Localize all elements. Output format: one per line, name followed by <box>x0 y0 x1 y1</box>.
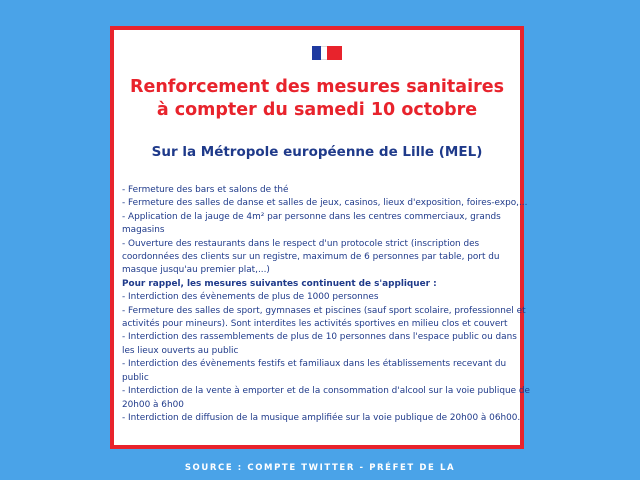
measures-list <box>122 184 530 425</box>
measure-item: - Fermeture des bars et salons de thé <box>122 185 289 195</box>
measure-item: - Fermeture des salles de danse et salles de jeux, casinos, lieux d'exposition, foires-expo,... <box>122 198 528 209</box>
reminder-item: - Interdiction des rassemblements de plus de 10 personnes dans l'espace public ou dans les lieux ouverts au public <box>122 332 517 356</box>
source-footer: SOURCE : COMPTE TWITTER - PRÉFET DE LA <box>184 463 456 473</box>
headline-line-1: Renforcement des mesures sanitaires <box>130 77 504 97</box>
french-flag-icon <box>312 46 342 60</box>
reminder-item: - Interdiction de diffusion de la musique amplifiée sur la voie publique de 20h00 à 06h00. <box>122 412 521 423</box>
measure-item: - Application de la jauge de 4m² par personne dans les centres commerciaux, grands magasins <box>122 211 501 236</box>
headline <box>114 76 520 122</box>
reminder-item: - Interdiction des évènements festifs et familiaux dans les établissements recevant du public <box>122 359 507 383</box>
reminder-item: - Fermeture des salles de sport, gymnases et piscines (sauf sport scolaire, professionnel et activités pour mineurs). Sont interdites les activités sportives en milieu clos et couvert <box>122 305 526 330</box>
reminder-heading: Pour rappel, les mesures suivantes continuent de s'appliquer : <box>122 278 437 289</box>
headline-line-2: à compter du samedi 10 octobre <box>156 100 478 120</box>
announcement-card <box>110 26 530 449</box>
measure-item: - Ouverture des restaurants dans le respect d'un protocole strict (inscription des coordonnées des clients sur un registre, maximum de 6 personnes par table, port du masque jusqu'au premier plat,...) <box>122 238 500 276</box>
reminder-item: - Interdiction des évènements de plus de 1000 personnes <box>122 292 379 303</box>
reminder-item: - Interdiction de la vente à emporter et de la consommation d'alcool sur la voie publique de 20h00 à 6h00 <box>122 386 530 410</box>
subtitle: Sur la Métropole européenne de Lille (MEL) <box>151 144 483 160</box>
